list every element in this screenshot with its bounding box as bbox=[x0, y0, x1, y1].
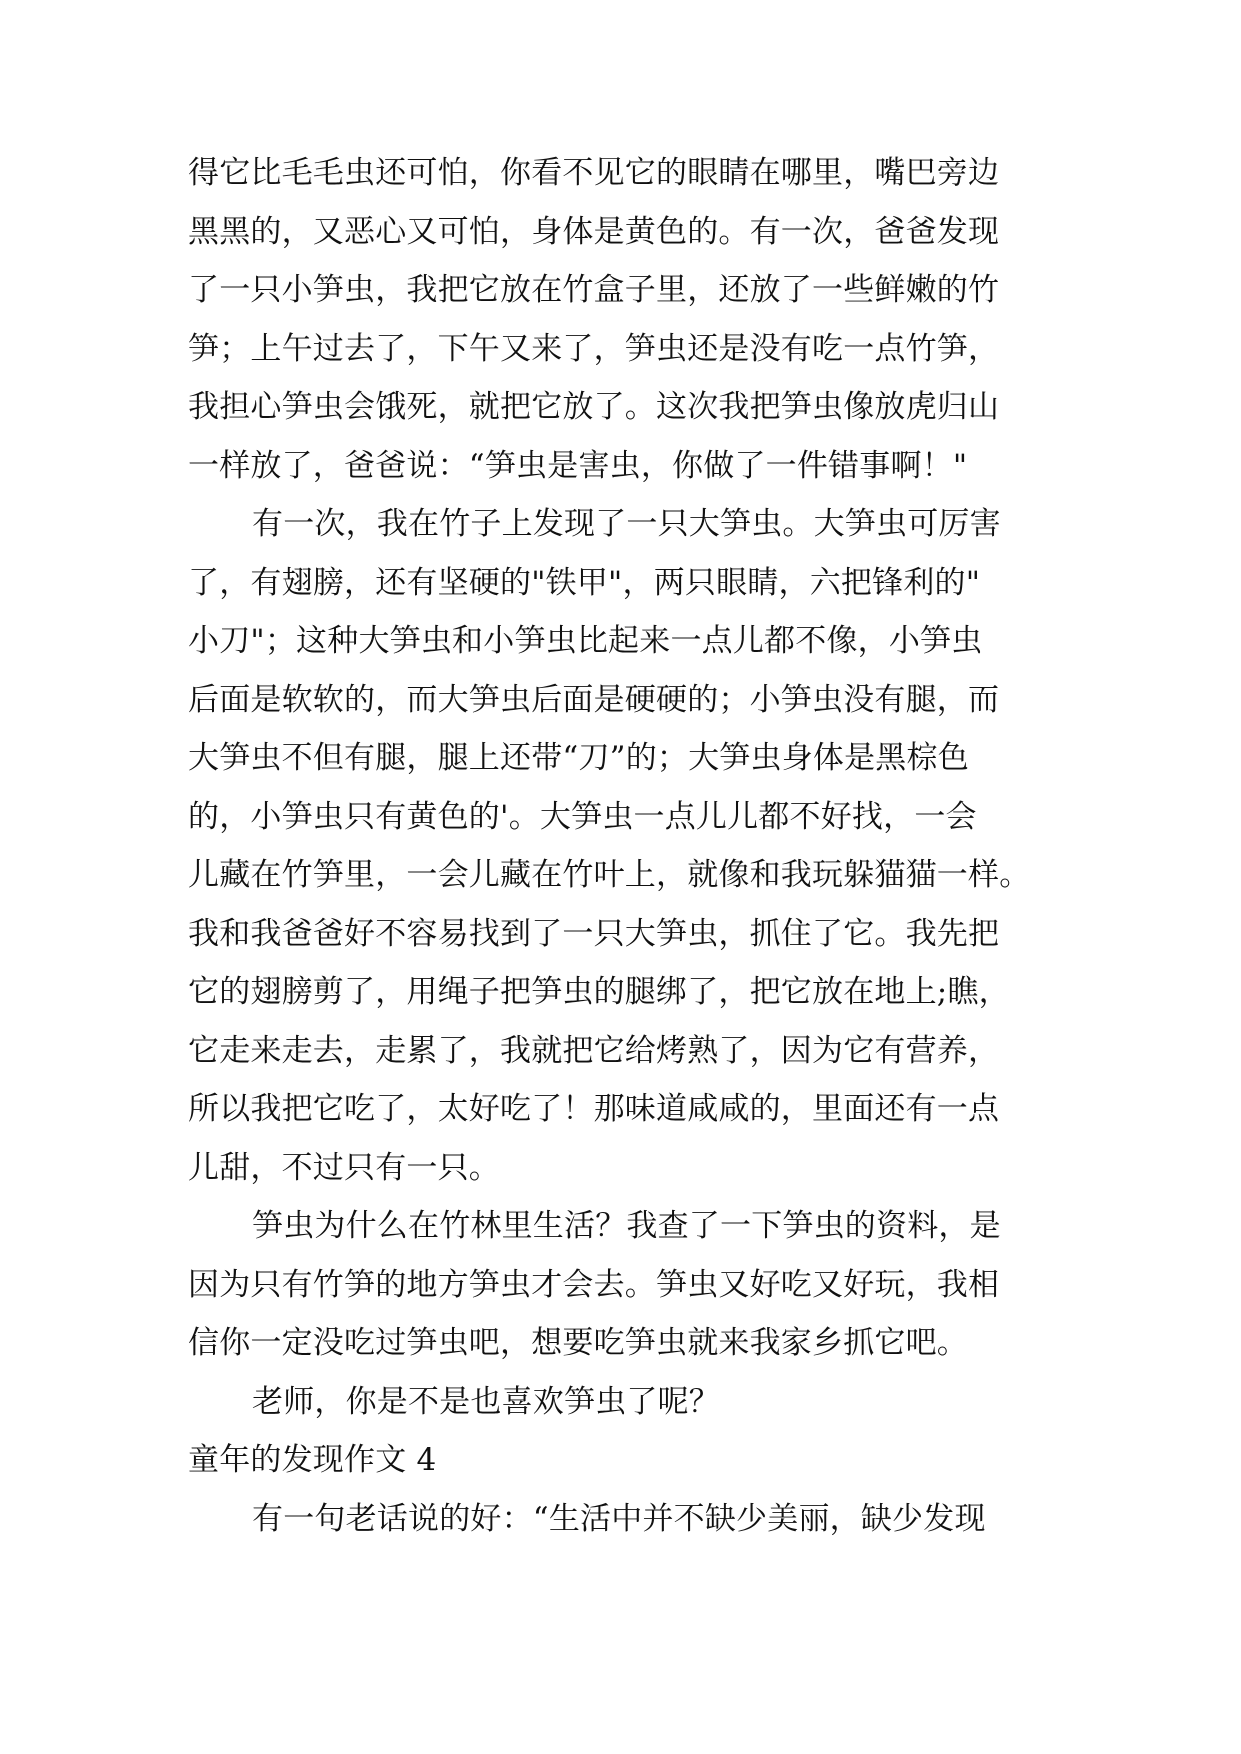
text-line: 的，小笋虫只有黄色的'。大笋虫一点儿儿都不好找，一会 bbox=[188, 798, 977, 835]
text-line: 了一只小笋虫，我把它放在竹盒子里，还放了一些鲜嫩的竹 bbox=[188, 272, 1000, 308]
text-line: 后面是软软的，而大笋虫后面是硬硬的；小笋虫没有腿，而 bbox=[188, 681, 1000, 718]
text-line: 小刀"；这种大笋虫和小笋虫比起来一点儿都不像，小笋虫 bbox=[188, 623, 983, 659]
text-line: 我和我爸爸好不容易找到了一只大笋虫，抓住了它。我先把 bbox=[188, 915, 1000, 952]
text-line: 它走来走去，走累了，我就把它给烤熟了，因为它有营养， bbox=[188, 1032, 1000, 1069]
text-line: 它的翅膀剪了，用绳子把笋虫的腿绑了，把它放在地上;瞧， bbox=[188, 974, 1010, 1010]
text-line: 笋；上午过去了，下午又来了，笋虫还是没有吃一点竹笋， bbox=[188, 330, 1000, 367]
text-line: 一样放了，爸爸说：“笋虫是害虫，你做了一件错事啊！" bbox=[188, 447, 968, 484]
text-line: 得它比毛毛虫还可怕，你看不见它的眼睛在哪里，嘴巴旁边 bbox=[188, 155, 1000, 191]
paragraph-first-line: 笋虫为什么在竹林里生活？我查了一下笋虫的资料，是 bbox=[252, 1208, 1001, 1244]
paragraph-first-line: 老师，你是不是也喜欢笋虫了呢？ bbox=[252, 1383, 720, 1420]
text-line: 儿甜，不过只有一只。 bbox=[188, 1149, 500, 1186]
paragraph-first-line: 有一句老话说的好：“生活中并不缺少美丽，缺少发现 bbox=[252, 1500, 986, 1537]
text-line: 了，有翅膀，还有坚硬的"铁甲"，两只眼睛，六把锋利的" bbox=[188, 564, 981, 601]
text-line: 所以我把它吃了，太好吃了！那味道咸咸的，里面还有一点 bbox=[188, 1091, 1000, 1127]
paragraph-first-line: 有一次，我在竹子上发现了一只大笋虫。大笋虫可厉害 bbox=[252, 506, 1001, 542]
text-line: 儿藏在竹笋里，一会儿藏在竹叶上，就像和我玩躲猫猫一样。 bbox=[188, 857, 1031, 893]
text-line: 大笋虫不但有腿，腿上还带“刀”的；大笋虫身体是黑棕色 bbox=[188, 740, 969, 776]
text-line: 因为只有竹笋的地方笋虫才会去。笋虫又好吃又好玩，我相 bbox=[188, 1266, 1000, 1303]
text-line: 信你一定没吃过笋虫吧，想要吃笋虫就来我家乡抓它吧。 bbox=[188, 1325, 968, 1361]
text-line: 黑黑的，又恶心又可怕，身体是黄色的。有一次，爸爸发现 bbox=[188, 213, 1000, 250]
section-heading: 童年的发现作文 4 bbox=[188, 1442, 437, 1478]
document-body bbox=[188, 144, 1068, 1548]
text-line: 我担心笋虫会饿死，就把它放了。这次我把笋虫像放虎归山 bbox=[188, 389, 1000, 425]
